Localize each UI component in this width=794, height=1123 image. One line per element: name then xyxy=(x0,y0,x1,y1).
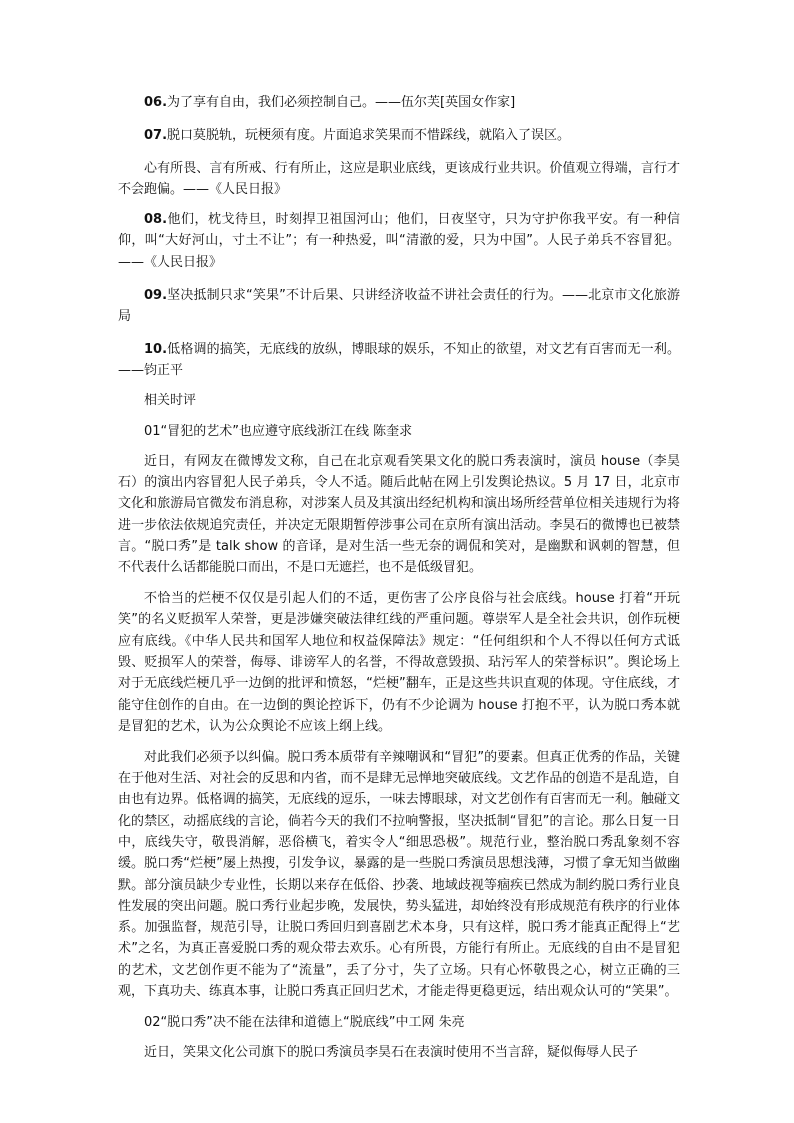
quote-09 xyxy=(118,285,680,328)
quote-text: 坚决抵制只求“笑果”不计后果、只讲经济收益不讲社会责任的行为。——北京市文化旅游局 xyxy=(118,287,680,324)
article-heading-02: 02“脱口秀”决不能在法律和道德上“脱底线”中工网 朱亮 xyxy=(144,1014,465,1030)
quote-text: 低格调的搞笑，无底线的放纵，博眼球的娱乐，不知止的欲望，对文艺有百害而无一利。——钧正平 xyxy=(118,341,680,378)
article-01-paragraph-2: 不恰当的烂梗不仅仅是引起人们的不适，更伤害了公序良俗与社会底线。house 打着“开玩笑”的名义贬损军人荣誉，更是涉嫌突破法律红线的严重问题。尊崇军人是全社会共识，创作玩梗应有底线。《中华人民共和国军人地位和权益保障法》规定：“任何组织和个人不得以任何方式诋毁、贬损军人的荣誉，侮辱、诽谤军人的名誉，不得故意毁损、玷污军人的荣誉标识”。舆论场上对于无底线烂梗几乎一边倒的批评和愤怒，“烂梗”翻车，正是这些共识直观的体现。守住底线，才能守住创作的自由。在一边倒的舆论控诉下，仍有不少论调为 house 打抱不平，认为脱口秀本就是冒犯的艺术，认为公众舆论不应该上纲上线。 xyxy=(118,591,680,734)
quote-text: 为了享有自由，我们必须控制自己。——伍尔芙[英国女作家] xyxy=(167,95,516,110)
quote-10 xyxy=(118,339,680,382)
quote-number: 07. xyxy=(144,127,168,143)
quote-number: 09. xyxy=(144,287,168,303)
quote-number: 10. xyxy=(144,341,168,357)
quote-text: 心有所畏、言有所戒、行有所止，这应是职业底线，更该成行业共识。价值观立得端，言行才不会跑偏。——《人民日报》 xyxy=(118,160,680,197)
article-02-paragraph-1: 近日，笑果文化公司旗下的脱口秀演员李昊石在表演时使用不当言辞，疑似侮辱人民子 xyxy=(144,1045,639,1061)
quote-text: 脱口莫脱轨，玩梗须有度。片面追求笑果而不惜踩线，就陷入了误区。 xyxy=(167,127,571,143)
document-page xyxy=(118,92,680,1073)
quote-text: 他们，枕戈待旦，时刻捍卫祖国河山；他们，日夜坚守，只为守护你我平安。有一种信仰，叫“大好河山，寸土不让”；有一种热爱，叫“清澈的爱，只为中国”。人民子弟兵不容冒犯。——《人民日报》 xyxy=(118,212,680,270)
section-title: 相关时评 xyxy=(144,393,197,409)
quote-number: 06. xyxy=(144,95,168,110)
quote-08 xyxy=(118,209,680,273)
article-heading-01: 01“冒犯的艺术”也应遵守底线浙江在线 陈奎求 xyxy=(144,423,413,439)
quote-07-continued xyxy=(118,158,680,201)
quote-06 xyxy=(118,92,680,113)
quote-07 xyxy=(118,125,680,146)
article-01-paragraph-1: 近日，有网友在微博发文称，自己在北京观看笑果文化的脱口秀表演时，演员 house（李昊石）的演出内容冒犯人民子弟兵，令人不适。随后此帖在网上引发舆论热议。5 月 17 日，北京市文化和旅游局官微发布消息称，对涉案人员及其演出经纪机构和演出场所经营单位相关违规行为将进一步依法依规追究责任，并决定无限期暂停涉事公司在京所有演出活动。李昊石的微博也已被禁言。“脱口秀”是 talk show 的音译，是对生活一些无奈的调侃和笑对，是幽默和讽刺的智慧，但不代表什么话都能脱口而出，不是口无遮拦，也不是低级冒犯。 xyxy=(118,453,680,576)
article-01-paragraph-3: 对此我们必须予以纠偏。脱口秀本质带有辛辣嘲讽和“冒犯”的要素。但真正优秀的作品，关键在于他对生活、对社会的反思和内省，而不是肆无忌惮地突破底线。文艺作品的创造不是乱造，自由也有边界。低格调的搞笑，无底线的逗乐，一味去博眼球，对文艺创作有百害而无一利。触碰文化的禁区，动摇底线的言论，倘若今天的我们不拉响警报，坚决抵制“冒犯”的言论。那么日复一日中，底线失守，敬畏消解，恶俗横飞，着实令人“细思恐极”。规范行业，整治脱口秀乱象刻不容缓。脱口秀“烂梗”屡上热搜，引发争议，暴露的是一些脱口秀演员思想浅薄，习惯了拿无知当做幽默。部分演员缺少专业性，长期以来存在低俗、抄袭、地域歧视等痼疾已然成为制约脱口秀行业良性发展的突出问题。脱口秀行业起步晚，发展快，势头猛进，却始终没有形成规范有秩序的行业体系。加强监督，规范引导，让脱口秀回归到喜剧艺术本身，只有这样，脱口秀才能真正配得上“艺术”之名，为真正喜爱脱口秀的观众带去欢乐。心有所畏，方能行有所止。无底线的自由不是冒犯的艺术，文艺创作更不能为了“流量”，丢了分寸，失了立场。只有心怀敬畏之心，树立正确的三观，下真功夫、练真本事，让脱口秀真正回归艺术，才能走得更稳更远，结出观众认可的“笑果”。 xyxy=(118,749,680,999)
quote-number: 08. xyxy=(144,212,168,228)
